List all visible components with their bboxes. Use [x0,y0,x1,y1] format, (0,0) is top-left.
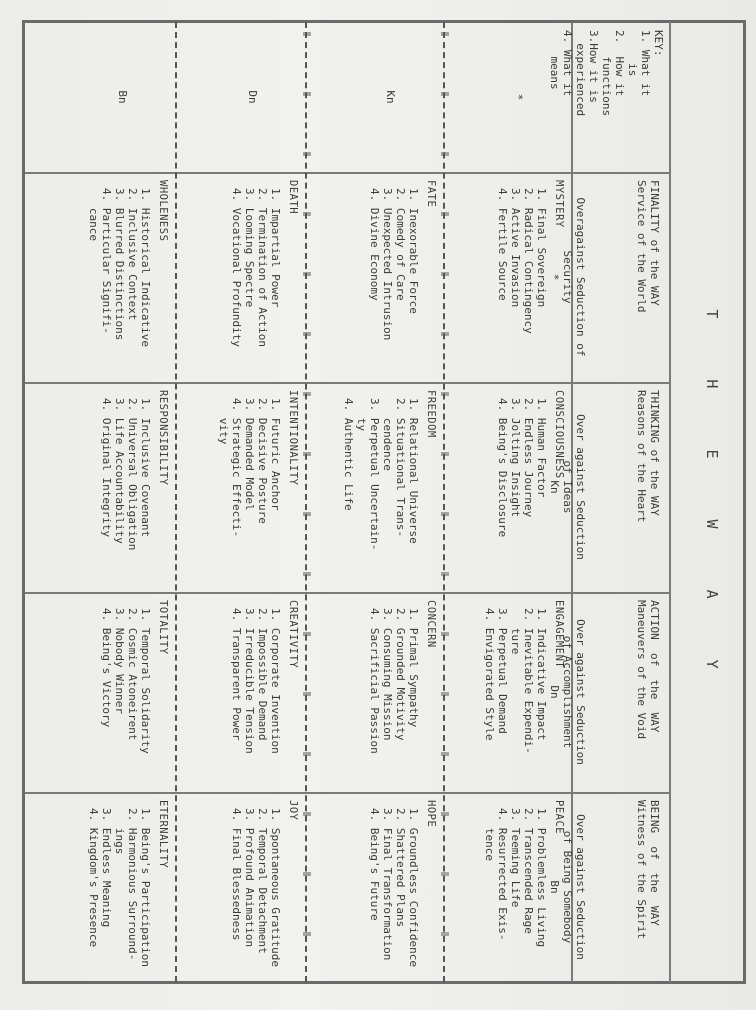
cell-item: 1. Final Sovereign [535,188,548,308]
cell-item: 3. Looming Spectre [243,188,256,308]
cell-item: 1. Inclusive Covenant [139,398,152,538]
cell-heading: PEACE [553,800,565,835]
table-cell [25,172,175,382]
cell-heading: FATE [425,180,437,208]
cell-item: 3. Endless Meaning [100,808,113,928]
cell-heading: RESPONSIBILITY [157,390,169,486]
cell-item: vity [217,398,230,445]
tick-mark [441,812,449,816]
column-header [627,172,667,382]
cell-item: 1. Corporate Invention [269,608,282,754]
key-line: means [548,30,561,90]
cell-item: ture [509,608,522,655]
cell-item: 2. Harmonious Surround- [126,808,139,961]
cell-heading: MYSTERY [553,180,565,228]
tick-mark [303,872,311,876]
cell-item: 1. Groundless Confidence [407,808,420,967]
cell-item: 1. Historical Indicative [139,188,152,347]
cell-item: 1. Inexorable Force [407,188,420,314]
tick-mark [303,752,311,756]
tick-mark [441,692,449,696]
cell-heading: FREEDOM [425,390,437,438]
cell-item: 3. Teeming Life [509,808,522,908]
overagainst-line: Dn [548,685,561,699]
cell-item: 3. Active Invasion [509,188,522,308]
tick-mark [441,512,449,516]
cell-item: 2. Impossible Demand [256,608,269,741]
table-cell [25,382,175,592]
tick-mark [303,452,311,456]
cell-item: 2. Termination of Action [256,188,269,347]
cell-item: 3. Nobody Winner [113,608,126,714]
table-cell [177,792,305,982]
cell-item: 1. Primal Sympathy [407,608,420,728]
row-code: * [512,93,525,101]
overagainst-line: Over against Seduction [574,619,587,765]
column-header-line: Reasons of the Heart [635,390,648,523]
tick-mark [441,332,449,336]
cell-heading: HOPE [425,800,437,828]
cell-item: 2. Shattered Plans [394,808,407,928]
overagainst-line: Overagainst Seduction of [574,197,587,357]
cell-item: 4. Vocational Profundity [230,188,243,347]
overagainst-line: of Ideas [561,460,574,514]
cell-item: 2. Transcended Rage [522,808,535,934]
cell-item: 4. Original Integrity [100,398,113,538]
title-band [669,22,741,982]
overagainst-line: of Accomplishment [561,635,574,749]
cell-item: 3. Blurred Distinctions [113,188,126,341]
cell-item: 1. Problemless Living [535,808,548,948]
cell-item: 4. Divine Economy [368,188,381,301]
tick-mark [303,32,311,36]
key-line: functions [600,30,613,117]
column-header-line: FINALITY of the WAY [648,180,661,306]
key-line: 4. What it [561,30,574,97]
key-line: 1. What it [639,30,652,97]
key-line: experienced [574,30,587,117]
table-cell [177,592,305,792]
column-header [627,382,667,592]
cell-item: 3. Demanded Model [243,398,256,511]
cell-item: 4. Being's Disclosure [496,398,509,538]
tick-mark [303,272,311,276]
overagainst-line: Over against Seduction [574,414,587,560]
overagainst-line: Kn [548,480,561,494]
tick-mark [441,452,449,456]
cell-heading: JOY [287,800,299,821]
tick-mark [303,92,311,96]
tick-mark [441,932,449,936]
cell-heading: ENGAGEMENT [553,600,565,669]
cell-item: 4. Particular Signifi- [100,188,113,334]
table-cell [307,792,443,982]
cell-item: 4. Kingdom's Presence [87,808,100,948]
cell-item: 3. Profound Animation [243,808,256,948]
tick-mark [441,92,449,96]
tick-mark [303,692,311,696]
tick-mark [441,632,449,636]
cell-item: 1. Being's Participation [139,808,152,967]
table-cell [177,172,305,382]
key-heading: KEY: [652,30,665,57]
column-header-line: Maneuvers of the Void [635,600,648,740]
tick-mark [303,632,311,636]
cell-item: 2. Grounded Motivity [394,608,407,741]
tick-mark [441,152,449,156]
cell-item: 4. Final Blessedness [230,808,243,941]
cell-item: 3. Perpetual Demand [496,608,509,734]
cell-item: 3. Consuming Mission [381,608,394,741]
cell-item: 4. Resurrected Exis- [496,808,509,941]
row-code: Dn [246,90,259,104]
column-header-line: BEING of the WAY [648,800,661,926]
cell-item: 1. Impartial Power [269,188,282,308]
key-line: 2. How it [613,30,626,97]
cell-heading: INTENTIONALITY [287,390,299,486]
column-header-line: Witness of the Spirit [635,800,648,940]
column-header-line: ACTION of the WAY [648,600,661,733]
cell-item: 2. Radical Contingency [522,188,535,334]
cell-item: 3. Perpetual Uncertain- [368,398,381,551]
cell-heading: DEATH [287,180,299,215]
table-cell [445,792,571,982]
cell-item: tence [483,808,496,861]
cell-heading: ETERNALITY [157,800,169,869]
column-header-line: THINKING of the WAY [648,390,661,516]
row-code: Bn [116,90,129,104]
cell-item: 4. Envigorated Style [483,608,496,741]
table-cell [445,382,571,592]
cell-item: 2. Inevitable Expendi- [522,608,535,754]
key-cell [548,22,671,172]
cell-item: 3. Jolting Insight [509,398,522,518]
cell-heading: CONSCIOUSNESS [553,390,565,479]
tick-mark [303,932,311,936]
tick-mark [303,392,311,396]
tick-mark [441,272,449,276]
cell-item: 2. Inclusive Context [126,188,139,321]
cell-item: 2. Comedy of Care [394,188,407,301]
the-way-table [25,22,741,982]
cell-heading: TOTALITY [157,600,169,655]
overagainst-line: Bn [548,880,561,894]
column-header [627,792,667,982]
key-line: 3.How it is [587,30,600,103]
cell-item: 4. Transparent Power [230,608,243,741]
tick-mark [441,392,449,396]
cell-item: 2. Temporal Detachment [256,808,269,954]
cell-item: 3. Unexpected Intrusion [381,188,394,341]
tick-mark [441,212,449,216]
cell-item: 2. Cosmic Atoneirent [126,608,139,741]
cell-item: 4. Strategic Effecti- [230,398,243,538]
cell-item: 2. Decisive Posture [256,398,269,524]
tick-mark [303,512,311,516]
cell-item: 4. Sacrificial Passion [368,608,381,754]
cell-item: 2. Endless Journey [522,398,535,518]
cell-item: 1. Spontaneous Gratitude [269,808,282,967]
cell-heading: WHOLENESS [157,180,169,242]
overagainst-line: * [548,273,561,281]
tick-mark [303,212,311,216]
overagainst-line: of Being Somebody [561,830,574,944]
tick-mark [441,872,449,876]
cell-item: 3. Final Transformation [381,808,394,961]
document-title: T H E W A Y [703,309,721,695]
column-header [627,592,667,792]
column-header-line: Service of the World [635,180,648,313]
table-cell [25,592,175,792]
table-cell [307,382,443,592]
cell-item: ings [113,808,126,855]
tick-mark [441,752,449,756]
table-cell [177,382,305,592]
cell-item: 1. Relational Universe [407,398,420,544]
tick-mark [303,332,311,336]
tick-mark [441,572,449,576]
cell-item: 2. Situational Trans- [394,398,407,538]
cell-item: 4. Fertile Source [496,188,509,301]
key-line: is [626,30,639,77]
cell-heading: CREATIVITY [287,600,299,669]
tick-mark [303,152,311,156]
cell-item: cendence [381,398,394,471]
table-cell [445,172,571,382]
cell-item: 1. Futuric Anchor [269,398,282,511]
table-cell [25,792,175,982]
cell-item: ty [355,398,368,432]
cell-heading: CONCERN [425,600,437,648]
tick-mark [441,32,449,36]
cell-item: 2. Universal Obligation [126,398,139,551]
cell-item: 4. Being's Victory [100,608,113,728]
cell-item: 3. Irreducible Tension [243,608,256,754]
table-cell [307,172,443,382]
cell-item: 1. Human Factor [535,398,548,498]
cell-item: 1. Indicative Impact [535,608,548,741]
tick-mark [303,572,311,576]
cell-item: 3. Life Accountability [113,398,126,544]
cell-item: cance [87,188,100,241]
row-code: Kn [384,90,397,104]
cell-item: 1. Temporal Solidarity [139,608,152,754]
table-cell [445,592,571,792]
overagainst-line: Security [561,250,574,304]
tick-mark [303,812,311,816]
table-cell [307,592,443,792]
cell-item: 4. Being's Future [368,808,381,921]
overagainst-line: Over against Seduction [574,814,587,960]
cell-item: 4. Authentic Life [342,398,355,511]
